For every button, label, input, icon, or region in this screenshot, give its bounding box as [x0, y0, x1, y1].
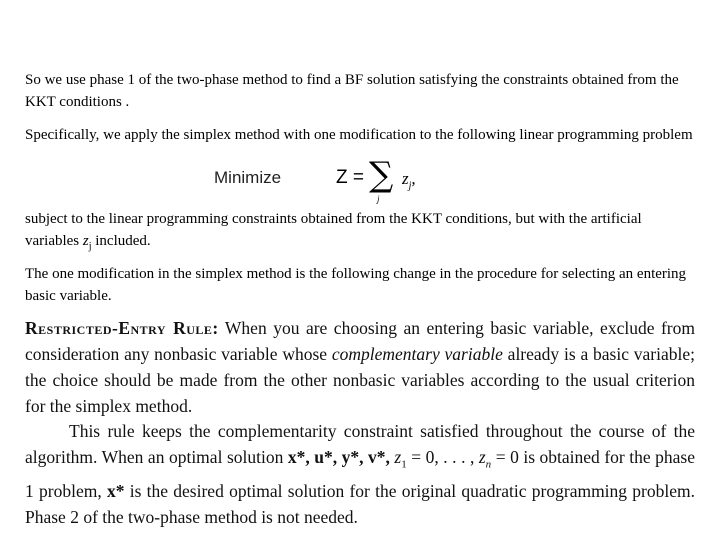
formula-term-sub: j — [408, 180, 412, 192]
paragraph-simplex-modification: Specifically, we apply the simplex method with one modification to the following linear programming problem — [25, 127, 693, 143]
paragraph-phase-one: So we use phase 1 of the two-phase method to find a BF solution satisfying the constraints obtained from the KKT conditions . — [25, 72, 679, 110]
paragraph-subject-to — [25, 208, 695, 258]
note-eq-tail: = 0, . . . , — [406, 447, 479, 467]
note-text-1: This rule keeps the complementarity constraint satisfied throughout the course of the algorithm. When an optimal solution — [25, 421, 695, 467]
note-zn: z — [478, 447, 486, 467]
note-eq-end: = 0 — [491, 447, 519, 467]
note-zn-sub: n — [485, 458, 492, 471]
rule-explanation — [25, 418, 695, 530]
rule-text-1: When you are choosing an entering basic variable, exclude from consideration any nonbasic variable whose — [25, 318, 695, 364]
p3-after: included. — [91, 233, 151, 249]
formula-lhs-text: Z = — [336, 167, 364, 188]
sigma-symbol: ∑ — [369, 155, 394, 195]
note-z1-sub: 1 — [401, 458, 407, 471]
note-text-3: is the desired optimal solution for the original quadratic programming problem. Phase 2 of the two-phase method is not needed. — [25, 480, 695, 527]
formula-term — [402, 169, 416, 191]
note-text-2: is obtained for the phase 1 problem, — [25, 447, 695, 501]
rule-emphasis: complementary variable — [331, 344, 503, 364]
p3-sub: j — [88, 241, 92, 252]
formula-term-tail: , — [411, 169, 416, 188]
minimize-formula — [214, 155, 454, 208]
sigma-subscript: j — [377, 194, 380, 204]
note-xstar: x* — [106, 480, 125, 501]
p3-var: z — [82, 233, 89, 249]
rule-text-2: already is a basic variable; the choice should be made from the other nonbasic variables according to the usual criterion for the simplex method. — [25, 344, 696, 416]
formula-lhs — [336, 167, 364, 189]
note-z1: z — [394, 447, 402, 467]
rule-label: Restricted-Entry Rule: — [25, 318, 219, 338]
formula-term-var: z — [402, 169, 409, 188]
note-solution: x*, u*, y*, v*, — [287, 447, 395, 467]
formula-minimize-word: Minimize — [214, 168, 282, 187]
p3-before: subject to the linear programming constraints obtained from the KKT conditions, but with the artificial variables — [25, 211, 642, 249]
restricted-entry-rule — [25, 315, 695, 419]
paragraph-modification: The one modification in the simplex method is the following change in the procedure for selecting an entering basic variable. — [25, 266, 687, 304]
